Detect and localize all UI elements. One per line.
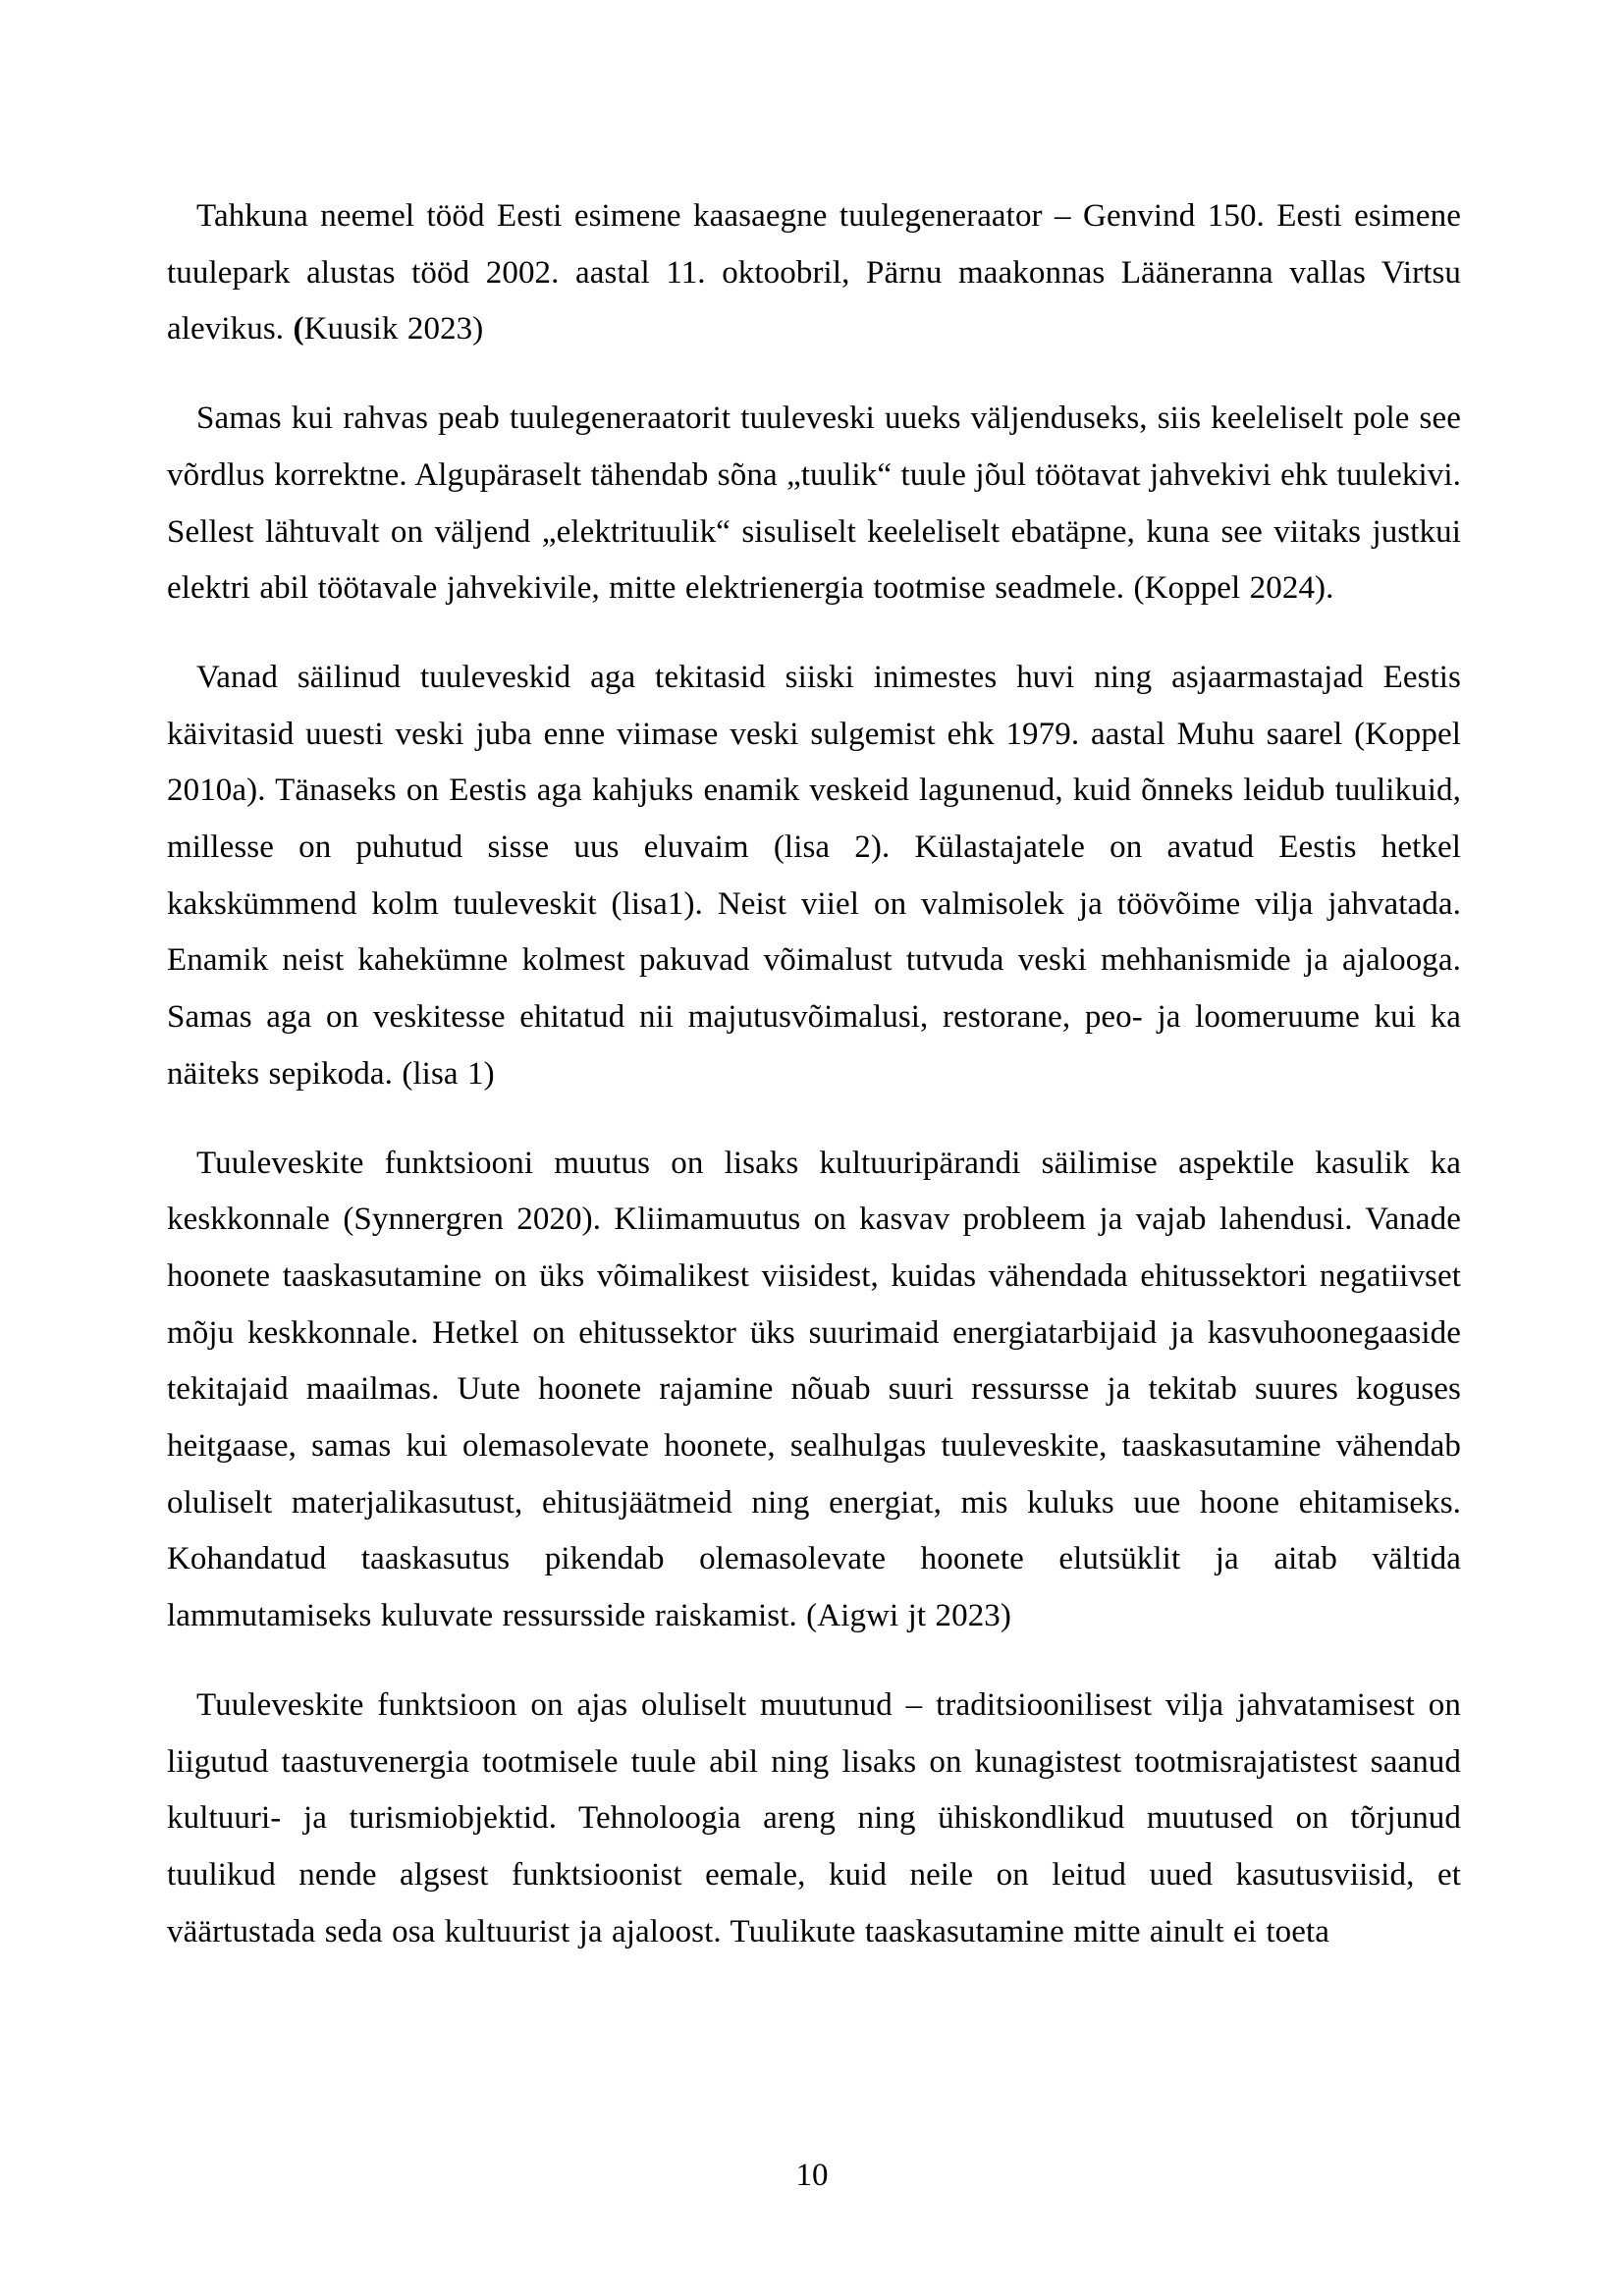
paragraph-1-text: Tahkuna neemel tööd Eesti esimene kaasaegne tuulegeneraator – Genvind 150. Eesti esimene tuulepark alustas tööd 2002. aastal 11. oktoobril, Pärnu maakonnas Lääneranna vallas Virtsu alevikus. — [167, 198, 1461, 347]
paragraph-1-bold-paren: ( — [293, 311, 304, 347]
page-number: 10 — [795, 2158, 829, 2193]
paragraph-1-citation: Kuusik 2023) — [303, 311, 484, 347]
paragraph-1 — [167, 188, 1461, 358]
paragraph-5: Tuuleveskite funktsioon on ajas oluliselt muutunud – traditsioonilisest vilja jahvatamisest on liigutud taastuvenergia tootmisele tuule abil ning lisaks on kunagistest tootmisrajatistest saanud kultuuri- ja turismiobjektid. Tehnoloogia areng ning ühiskondlikud muutused on tõrjunud tuulikud nende algsest funktsioonist eemale, kuid neile on leitud uued kasutusviisid, et väärtustada seda osa kultuurist ja ajaloost. Tuulikute taaskasutamine mitte ainult ei toeta — [167, 1686, 1461, 1949]
paragraph-2: Samas kui rahvas peab tuulegeneraatorit tuuleveski uueks väljenduseks, siis keeleliselt pole see võrdlus korrektne. Algupäraselt tähendab sõna „tuulik“ tuule jõul töötavat jahvekivi ehk tuulekivi. Sellest lähtuvalt on väljend „elektrituulik“ sisuliselt keeleliselt ebatäpne, kuna see viitaks justkui elektri abil töötavale jahvekivile, mitte elektrienergia tootmise seadmele. (Koppel 2024). — [167, 400, 1461, 607]
paragraph-4: Tuuleveskite funktsiooni muutus on lisaks kultuuripärandi säilimise aspektile kasulik ka keskkonnale (Synnergren 2020). Kliimamuutus on kasvav probleem ja vajab lahendusi. Vanade hoonete taaskasutamine on üks võimalikest viisidest, kuidas vähendada ehitussektori negatiivset mõju keskkonnale. Hetkel on ehitussektor üks suurimaid energiatarbijaid ja kasvuhoonegaaside tekitajaid maailmas. Uute hoonete rajamine nõuab suuri ressursse ja tekitab suures koguses heitgaase, samas kui olemasolevate hoonete, sealhulgas tuuleveskite, taaskasutamine vähendab oluliselt materjalikasutust, ehitusjäätmeid ning energiat, mis kuluks uue hoone ehitamiseks. Kohandatud taaskasutus pikendab olemasolevate hoonete elutsüklit ja aitab vältida lammutamiseks kuluvate ressursside raiskamist. (Aigwi jt 2023) — [167, 1145, 1461, 1634]
page-body — [167, 188, 1461, 1960]
paragraph-3: Vanad säilinud tuuleveskid aga tekitasid siiski inimestes huvi ning asjaarmastajad Eestis käivitasid uuesti veski juba enne viimase veski sulgemist ehk 1979. aastal Muhu saarel (Koppel 2010a). Tänaseks on Eestis aga kahjuks enamik veskeid lagunenud, kuid õnneks leidub tuulikuid, millesse on puhutud sisse uus eluvaim (lisa 2). Külastajatele on avatud Eestis hetkel kakskümmend kolm tuuleveskit (lisa1). Neist viiel on valmisolek ja töövõime vilja jahvatada. Enamik neist kahekümne kolmest pakuvad võimalust tutvuda veski mehhanismide ja ajalooga. Samas aga on veskitesse ehitatud nii majutusvõimalusi, restorane, peo- ja loomeruume kui ka näiteks sepikoda. (lisa 1) — [167, 659, 1461, 1092]
